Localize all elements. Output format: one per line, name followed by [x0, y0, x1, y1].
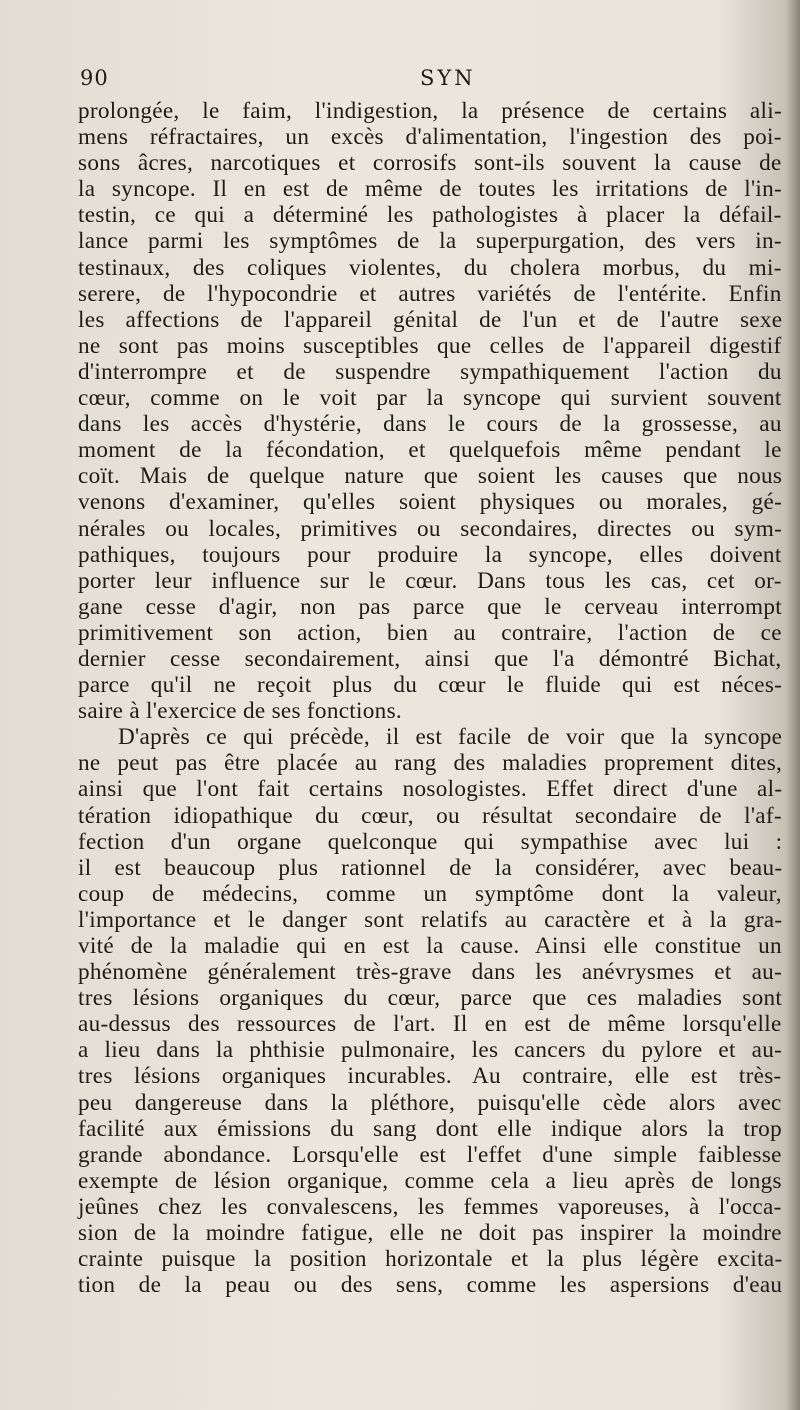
text-line: tres lésions organiques du cœur, parce que ces maladies sont [78, 985, 783, 1012]
text-line: fection d'un organe quelconque qui sympathise avec lui : [78, 828, 783, 855]
text-line: sion de la moindre fatigue, elle ne doit pas inspirer la moindre [78, 1220, 782, 1247]
text-line: cœur, comme on le voit par la syncope qui survient souvent [78, 385, 782, 412]
body-text [78, 98, 782, 1298]
text-line: jeûnes chez les convalescens, les femmes vaporeuses, à l'occa- [78, 1193, 782, 1220]
text-line: grande abondance. Lorsqu'elle est l'effet d'une simple faiblesse [78, 1141, 782, 1168]
text-line: facilité aux émissions du sang dont elle indique alors la trop [78, 1115, 782, 1142]
text-line: sons âcres, narcotiques et corrosifs sont-ils souvent la cause de [78, 150, 782, 177]
text-line: gane cesse d'agir, non pas parce que le cerveau interrompt [78, 593, 783, 620]
text-line: peu dangereuse dans la pléthore, puisqu'elle cède alors avec [78, 1089, 782, 1116]
text-line: mens réfractaires, un excès d'alimentation, l'ingestion des poi- [78, 124, 782, 151]
text-line: dernier cesse secondairement, ainsi que l'a démontré Bichat, [78, 645, 782, 672]
paragraph-start-line: D'après ce qui précède, il est facile de voir que la syncope [118, 724, 783, 751]
text-line: porter leur influence sur le cœur. Dans tous les cas, cet or- [78, 567, 782, 594]
text-line: a lieu dans la phthisie pulmonaire, les cancers du pylore et au- [78, 1037, 783, 1064]
text-line: il est beaucoup plus rationnel de la considérer, avec beau- [78, 854, 783, 881]
text-line: parce qu'il ne reçoit plus du cœur le fluide qui est néces- [78, 672, 783, 699]
text-line: l'importance et le danger sont relatifs au caractère et à la gra- [78, 906, 783, 933]
running-head [80, 66, 780, 100]
text-line: d'interrompre et de suspendre sympathiquement l'action du [78, 358, 782, 385]
page-edge-shadow [786, 0, 800, 1410]
text-line: serere, de l'hypocondrie et autres variétés de l'entérite. Enfin [78, 280, 782, 307]
text-line: pathiques, toujours pour produire la syncope, elles doivent [78, 541, 782, 568]
text-line: la syncope. Il en est de même de toutes les irritations de l'in- [78, 176, 783, 203]
text-line: coït. Mais de quelque nature que soient les causes que nous [78, 463, 783, 490]
text-line: prolongée, le faim, l'indigestion, la présence de certains ali- [78, 98, 782, 124]
text-line: les affections de l'appareil génital de l'un et de l'autre sexe [78, 306, 783, 333]
text-line: testin, ce qui a déterminé les pathologistes à placer la défail- [78, 202, 782, 229]
text-line: au-dessus des ressources de l'art. Il en est de même lorsqu'elle [78, 1011, 782, 1038]
text-line: ainsi que l'ont fait certains nosologistes. Effet direct d'une al- [78, 776, 783, 803]
text-line: saire à l'exercice de ses fonctions. [78, 698, 403, 725]
text-line: phénomène généralement très-grave dans les anévrysmes et au- [78, 959, 783, 986]
text-line: tération idiopathique du cœur, ou résultat secondaire de l'af- [78, 802, 782, 829]
text-line: ne sont pas moins susceptibles que celles de l'appareil digestif [78, 332, 782, 359]
text-line: venons d'examiner, qu'elles soient physiques ou morales, gé- [78, 489, 783, 516]
text-line: primitivement son action, bien au contraire, l'action de ce [78, 619, 782, 646]
text-line: dans les accès d'hystérie, dans le cours de la grossesse, au [78, 411, 782, 438]
text-line: nérales ou locales, primitives ou secondaires, directes ou sym- [78, 515, 783, 542]
text-line: ne peut pas être placée au rang des maladies proprement dites, [78, 750, 783, 777]
text-line: lance parmi les symptômes de la superpurgation, des vers in- [78, 228, 782, 255]
page-number: 90 [80, 66, 109, 90]
text-line: tion de la peau ou des sens, comme les aspersions d'eau [78, 1272, 783, 1299]
text-line: testinaux, des coliques violentes, du cholera morbus, du mi- [78, 254, 782, 281]
text-line: exempte de lésion organique, comme cela a lieu après de longs [78, 1167, 782, 1194]
text-line: vité de la maladie qui en est la cause. Ainsi elle constitue un [78, 933, 782, 959]
text-line: moment de la fécondation, et quelquefois même pendant le [78, 437, 782, 464]
running-title: SYN [420, 66, 476, 90]
text-line: coup de médecins, comme un symptôme dont la valeur, [78, 880, 782, 907]
text-line: crainte puisque la position horizontale et la plus légère excita- [78, 1246, 783, 1273]
text-line: tres lésions organiques incurables. Au contraire, elle est très- [78, 1063, 782, 1090]
